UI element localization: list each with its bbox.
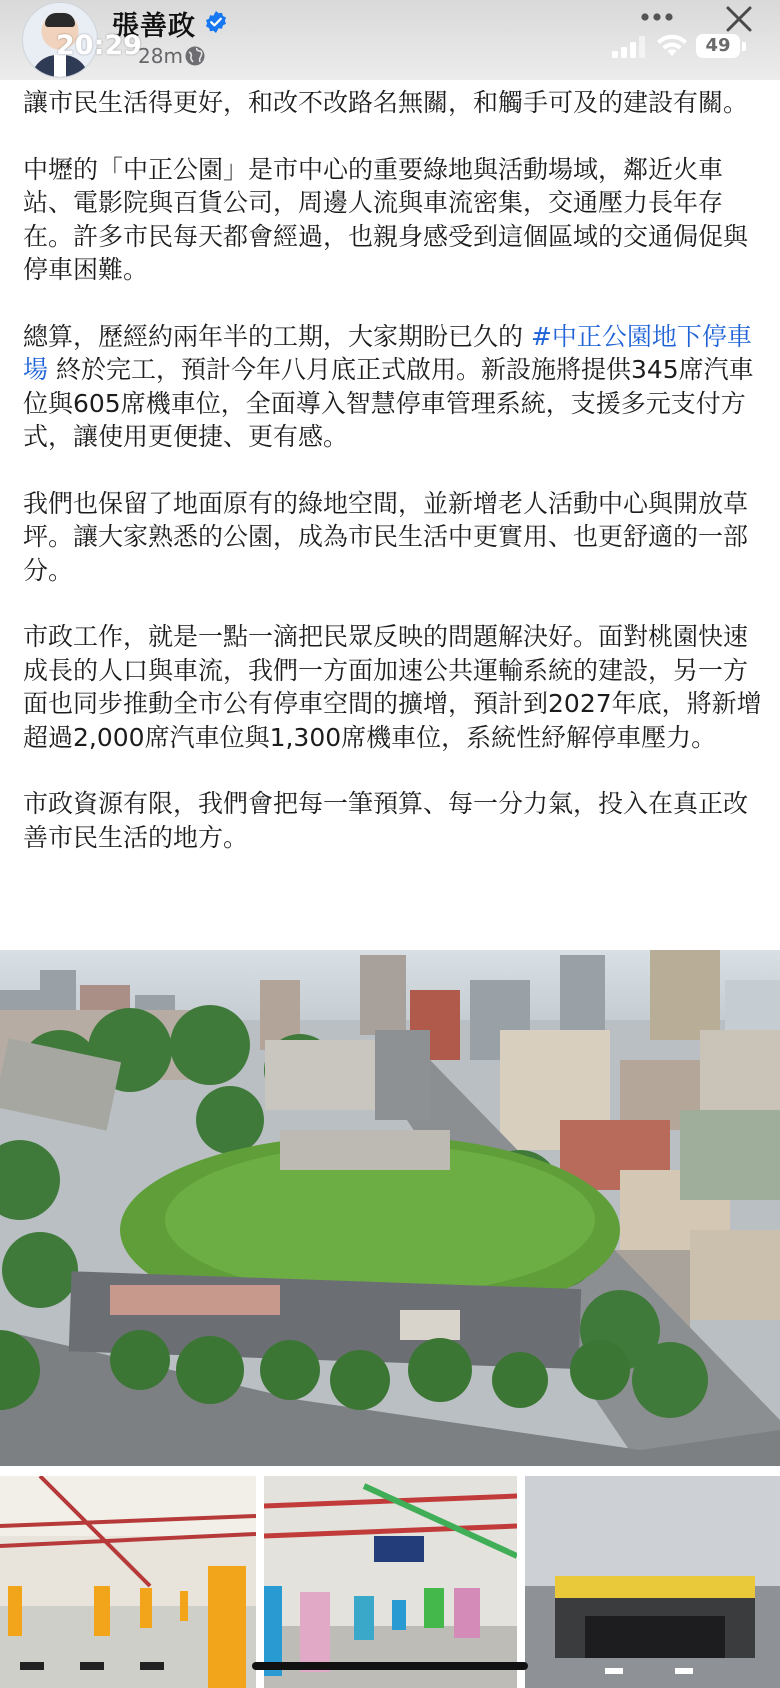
author-name[interactable]: 張善政 [112, 11, 196, 42]
close-icon[interactable] [722, 2, 756, 36]
status-time: 20:29 [56, 30, 142, 61]
post-body [23, 86, 763, 887]
post-paragraph: 中壢的「中正公園」是市中心的重要綠地與活動場域，鄰近火車站、電影院與百貨公司，周邊人流與車流密集，交通壓力長年存在。許多市民每天都會經過，也親身感受到這個區域的交通侷促與停車困難。 [23, 154, 749, 284]
post-paragraph: 市政工作，就是一點一滴把民眾反映的問題解決好。面對桃園快速成長的人口與車流，我們一方面加速公共運輸系統的建設，另一方面也同步推動全市公有停車空間的擴增，預計到2027年底，將新增超過2,000席汽車位與1,300席機車位，系統性紓解停車壓力。 [23, 622, 762, 752]
more-icon[interactable] [640, 10, 674, 24]
post-time[interactable]: 28m [138, 44, 183, 68]
post-photo-park-aerial[interactable] [0, 950, 780, 1466]
post-photo-parking-entrance[interactable] [525, 1476, 780, 1688]
battery-tip [742, 42, 746, 51]
battery-indicator: 49 [696, 34, 740, 58]
post-paragraph: 讓市民生活得更好，和改不改路名無關，和觸手可及的建設有關。 [23, 88, 749, 117]
home-indicator[interactable] [252, 1662, 528, 1670]
signal-icon [612, 36, 646, 58]
post-paragraph [23, 320, 763, 454]
paragraph-text: 總算，歷經約兩年半的工期，大家期盼已久的 [23, 321, 531, 351]
wifi-icon [656, 34, 688, 58]
post-photo-parking-pillars[interactable] [264, 1476, 517, 1688]
post-paragraph: 市政資源有限，我們會把每一筆預算、每一分力氣，投入在真正改善市民生活的地方。 [23, 789, 749, 852]
post-header [0, 0, 780, 80]
post-paragraph: 我們也保留了地面原有的綠地空間，並新增老人活動中心與開放草坪。讓大家熟悉的公園，成為市民生活中更實用、也更舒適的一部分。 [23, 488, 749, 585]
paragraph-text: 終於完工，預計今年八月底正式啟用。新設施將提供345席汽車位與605席機車位，全面導入智慧停車管理系統，支援多元支付方式，讓使用更便捷、更有感。 [23, 355, 754, 451]
post-photo-parking-level[interactable] [0, 1476, 256, 1688]
hashtag-link[interactable]: #中正公園地下停車場 [23, 321, 752, 384]
verified-badge-icon [204, 10, 228, 34]
globe-icon [184, 45, 206, 67]
